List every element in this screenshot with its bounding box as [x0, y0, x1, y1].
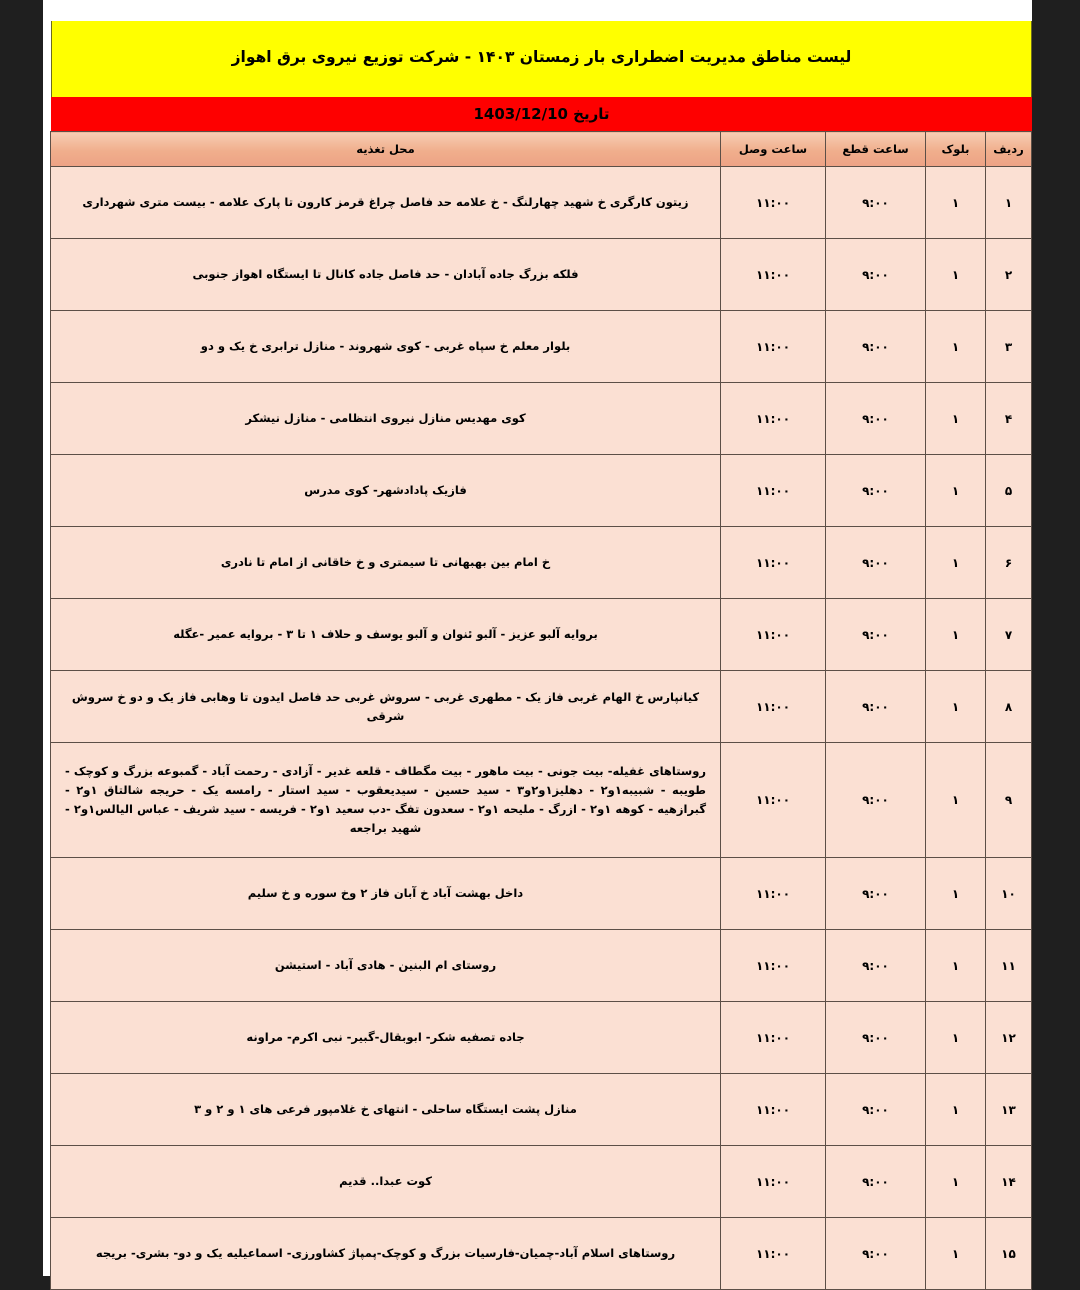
table-row: [51, 1218, 1032, 1290]
table-row: [51, 455, 1032, 527]
cell-radif: ۱۲: [986, 1002, 1032, 1074]
cell-block: ۱: [926, 1146, 986, 1218]
cell-location: بروایه آلبو عزیز - آلبو ئنوان و آلبو یوسف و حلاف ۱ تا ۳ - بروایه عمیر -عگله: [51, 599, 721, 671]
cell-vasl: ۱۱:۰۰: [721, 599, 826, 671]
table-row: [51, 1146, 1032, 1218]
cell-radif: ۳: [986, 311, 1032, 383]
cell-location: منازل پشت ایستگاه ساحلی - انتهای خ غلامپور فرعی های ۱ و ۲ و ۳: [51, 1074, 721, 1146]
cell-ghat: ۹:۰۰: [826, 167, 926, 239]
cell-ghat: ۹:۰۰: [826, 1146, 926, 1218]
table-header: [51, 132, 1032, 167]
cell-block: ۱: [926, 1218, 986, 1290]
cell-ghat: ۹:۰۰: [826, 383, 926, 455]
cell-vasl: ۱۱:۰۰: [721, 1074, 826, 1146]
cell-ghat: ۹:۰۰: [826, 311, 926, 383]
cell-location: زیتون کارگری خ شهید چهارلنگ - خ علامه حد فاصل چراغ قرمز کارون تا پارک علامه - بیست متری شهرداری: [51, 167, 721, 239]
cell-ghat: ۹:۰۰: [826, 671, 926, 743]
table-row: [51, 527, 1032, 599]
cell-vasl: ۱۱:۰۰: [721, 671, 826, 743]
table-row: [51, 858, 1032, 930]
table-row: [51, 599, 1032, 671]
table-row: [51, 1002, 1032, 1074]
cell-ghat: ۹:۰۰: [826, 599, 926, 671]
cell-block: ۱: [926, 858, 986, 930]
document-title-banner: لیست مناطق مدیریت اضطراری بار زمستان ۱۴۰۳ - شرکت توزیع نیروی برق اهواز: [51, 21, 1032, 97]
cell-block: ۱: [926, 599, 986, 671]
cell-ghat: ۹:۰۰: [826, 1218, 926, 1290]
cell-vasl: ۱۱:۰۰: [721, 1146, 826, 1218]
cell-radif: ۱۴: [986, 1146, 1032, 1218]
cell-radif: ۱۱: [986, 930, 1032, 1002]
cell-vasl: ۱۱:۰۰: [721, 1002, 826, 1074]
cell-block: ۱: [926, 930, 986, 1002]
cell-location: روستاهای غفیله- بیت جونی - بیت ماهور - بیت مگطاف - قلعه غدیر - آزادی - رحمت آباد - گمبوعه بزرگ و کوچک - طویبه - شبیبه۱و۲ - دهلیز۱و۲و۳ - سید حسین - سیدیعقوب - سید استار - رامسه یک - حریجه شالتاق ۱و۲ - گبرازهیه - کوهه ۱و۲ - ازرگ - ملیحه ۱و۲ - سعدون تفگ -دب سعید ۱و۲ - فریسه - سید شریف - عباس الیالس۱و۲ - شهید براجعه: [51, 743, 721, 858]
column-header-location[interactable]: محل تغذیه: [51, 132, 721, 167]
table-row: [51, 383, 1032, 455]
cell-location: روستاهای اسلام آباد-چمیان-فارسیات بزرگ و کوچک-پمپاژ کشاورزی- اسماعیلیه یک و دو- بشری- بریجه: [51, 1218, 721, 1290]
cell-location: فلکه بزرگ جاده آبادان - حد فاصل جاده کانال تا ایستگاه اهواز جنوبی: [51, 239, 721, 311]
cell-location: فازیک پادادشهر- کوی مدرس: [51, 455, 721, 527]
cell-block: ۱: [926, 671, 986, 743]
cell-ghat: ۹:۰۰: [826, 1074, 926, 1146]
column-header-vasl[interactable]: ساعت وصل: [721, 132, 826, 167]
column-header-radif[interactable]: ردیف: [986, 132, 1032, 167]
cell-radif: ۷: [986, 599, 1032, 671]
cell-radif: ۵: [986, 455, 1032, 527]
cell-location: کوی مهدیس منازل نیروی انتظامی - منازل نیشکر: [51, 383, 721, 455]
table-row: [51, 311, 1032, 383]
cell-radif: ۱۰: [986, 858, 1032, 930]
document-date-banner: [51, 97, 1032, 131]
cell-vasl: ۱۱:۰۰: [721, 167, 826, 239]
table-row: [51, 930, 1032, 1002]
cell-vasl: ۱۱:۰۰: [721, 930, 826, 1002]
cell-block: ۱: [926, 1074, 986, 1146]
table-row: [51, 239, 1032, 311]
cell-block: ۱: [926, 383, 986, 455]
cell-radif: ۹: [986, 743, 1032, 858]
outage-schedule-document: [51, 21, 1032, 1290]
cell-vasl: ۱۱:۰۰: [721, 527, 826, 599]
cell-vasl: ۱۱:۰۰: [721, 239, 826, 311]
cell-block: ۱: [926, 527, 986, 599]
cell-ghat: ۹:۰۰: [826, 1002, 926, 1074]
table-header-row: [51, 132, 1032, 167]
cell-location: کیانپارس خ الهام غربی فاز یک - مطهری غربی - سروش غربی حد فاصل ایدون تا وهابی فاز یک و دو خ سروش شرقی: [51, 671, 721, 743]
cell-ghat: ۹:۰۰: [826, 743, 926, 858]
cell-block: ۱: [926, 1002, 986, 1074]
cell-vasl: ۱۱:۰۰: [721, 1218, 826, 1290]
cell-location: جاده تصفیه شکر- ابوبقال-گبیر- نبی اکرم- مراونه: [51, 1002, 721, 1074]
cell-location: بلوار معلم خ سپاه غربی - کوی شهروند - منازل ترابری خ یک و دو: [51, 311, 721, 383]
cell-location: کوت عبدا.. قدیم: [51, 1146, 721, 1218]
cell-location: داخل بهشت آباد خ آبان فاز ۲ وخ سوره و خ سلیم: [51, 858, 721, 930]
cell-block: ۱: [926, 311, 986, 383]
table-body: [51, 167, 1032, 1290]
cell-block: ۱: [926, 743, 986, 858]
cell-radif: ۱۵: [986, 1218, 1032, 1290]
cell-radif: ۴: [986, 383, 1032, 455]
cell-ghat: ۹:۰۰: [826, 930, 926, 1002]
cell-location: خ امام بین بهبهانی تا سیمتری و خ خاقانی از امام تا نادری: [51, 527, 721, 599]
table-row: [51, 671, 1032, 743]
cell-ghat: ۹:۰۰: [826, 239, 926, 311]
cell-ghat: ۹:۰۰: [826, 527, 926, 599]
cell-radif: ۸: [986, 671, 1032, 743]
cell-block: ۱: [926, 455, 986, 527]
table-row: [51, 1074, 1032, 1146]
cell-radif: ۶: [986, 527, 1032, 599]
outage-schedule-table: [50, 131, 1032, 1290]
cell-ghat: ۹:۰۰: [826, 858, 926, 930]
column-header-ghat[interactable]: ساعت قطع: [826, 132, 926, 167]
cell-location: روستای ام البنین - هادی آباد - استیشن: [51, 930, 721, 1002]
cell-vasl: ۱۱:۰۰: [721, 858, 826, 930]
cell-vasl: ۱۱:۰۰: [721, 743, 826, 858]
table-row: [51, 743, 1032, 858]
cell-ghat: ۹:۰۰: [826, 455, 926, 527]
column-header-block[interactable]: بلوک: [926, 132, 986, 167]
cell-block: ۱: [926, 167, 986, 239]
cell-radif: ۱: [986, 167, 1032, 239]
cell-vasl: ۱۱:۰۰: [721, 383, 826, 455]
cell-block: ۱: [926, 239, 986, 311]
cell-vasl: ۱۱:۰۰: [721, 311, 826, 383]
cell-vasl: ۱۱:۰۰: [721, 455, 826, 527]
document-date-text: تاریخ 1403/12/10: [473, 105, 610, 123]
cell-radif: ۲: [986, 239, 1032, 311]
cell-radif: ۱۳: [986, 1074, 1032, 1146]
table-row: [51, 167, 1032, 239]
